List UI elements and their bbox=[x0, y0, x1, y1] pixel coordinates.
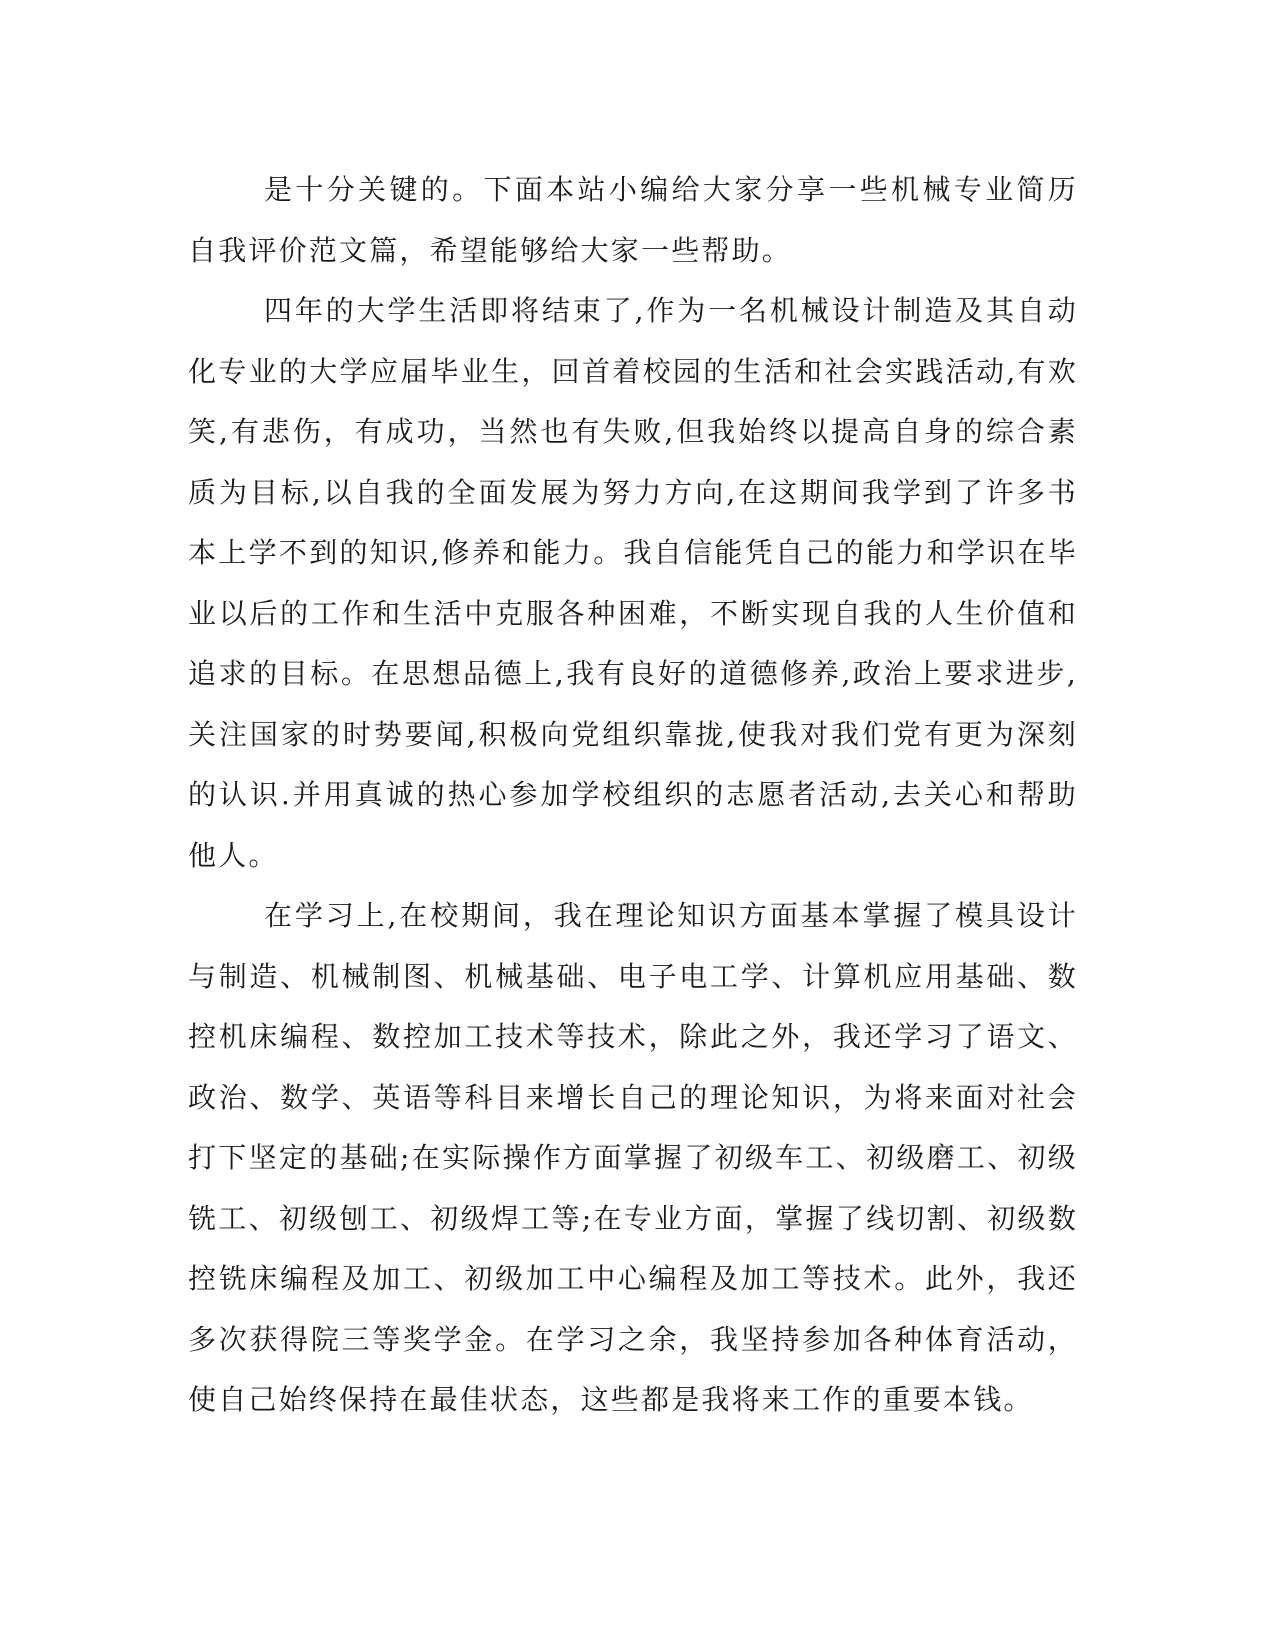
document-body bbox=[188, 160, 1078, 1431]
paragraph-study: 在学习上,在校期间，我在理论知识方面基本掌握了模具设计与制造、机械制图、机械基础、电子电工学、计算机应用基础、数控机床编程、数控加工技术等技术，除此之外，我还学习了语文、政治、数学、英语等科目来增长自己的理论知识，为将来面对社会打下坚定的基础;在实际操作方面掌握了初级车工、初级磨工、初级铣工、初级刨工、初级焊工等;在专业方面，掌握了线切割、初级数控铣床编程及加工、初级加工中心编程及加工等技术。此外，我还多次获得院三等奖学金。在学习之余，我坚持参加各种体育活动，使自己始终保持在最佳状态，这些都是我将来工作的重要本钱。 bbox=[188, 899, 1078, 1416]
paragraph-intro: 是十分关键的。下面本站小编给大家分享一些机械专业简历自我评价范文篇，希望能够给大家一些帮助。 bbox=[188, 173, 1078, 267]
paragraph-self-evaluation: 四年的大学生活即将结束了,作为一名机械设计制造及其自动化专业的大学应届毕业生，回首着校园的生活和社会实践活动,有欢笑,有悲伤，有成功，当然也有失败,但我始终以提高自身的综合素质为目标,以自我的全面发展为努力方向,在这期间我学到了许多书本上学不到的知识,修养和能力。我自信能凭自己的能力和学识在毕业以后的工作和生活中克服各种困难，不断实现自我的人生价值和追求的目标。在思想品德上,我有良好的道德修养,政治上要求进步,关注国家的时势要闻,积极向党组织靠拢,使我对我们党有更为深刻的认识.并用真诚的热心参加学校组织的志愿者活动,去关心和帮助他人。 bbox=[188, 294, 1078, 872]
